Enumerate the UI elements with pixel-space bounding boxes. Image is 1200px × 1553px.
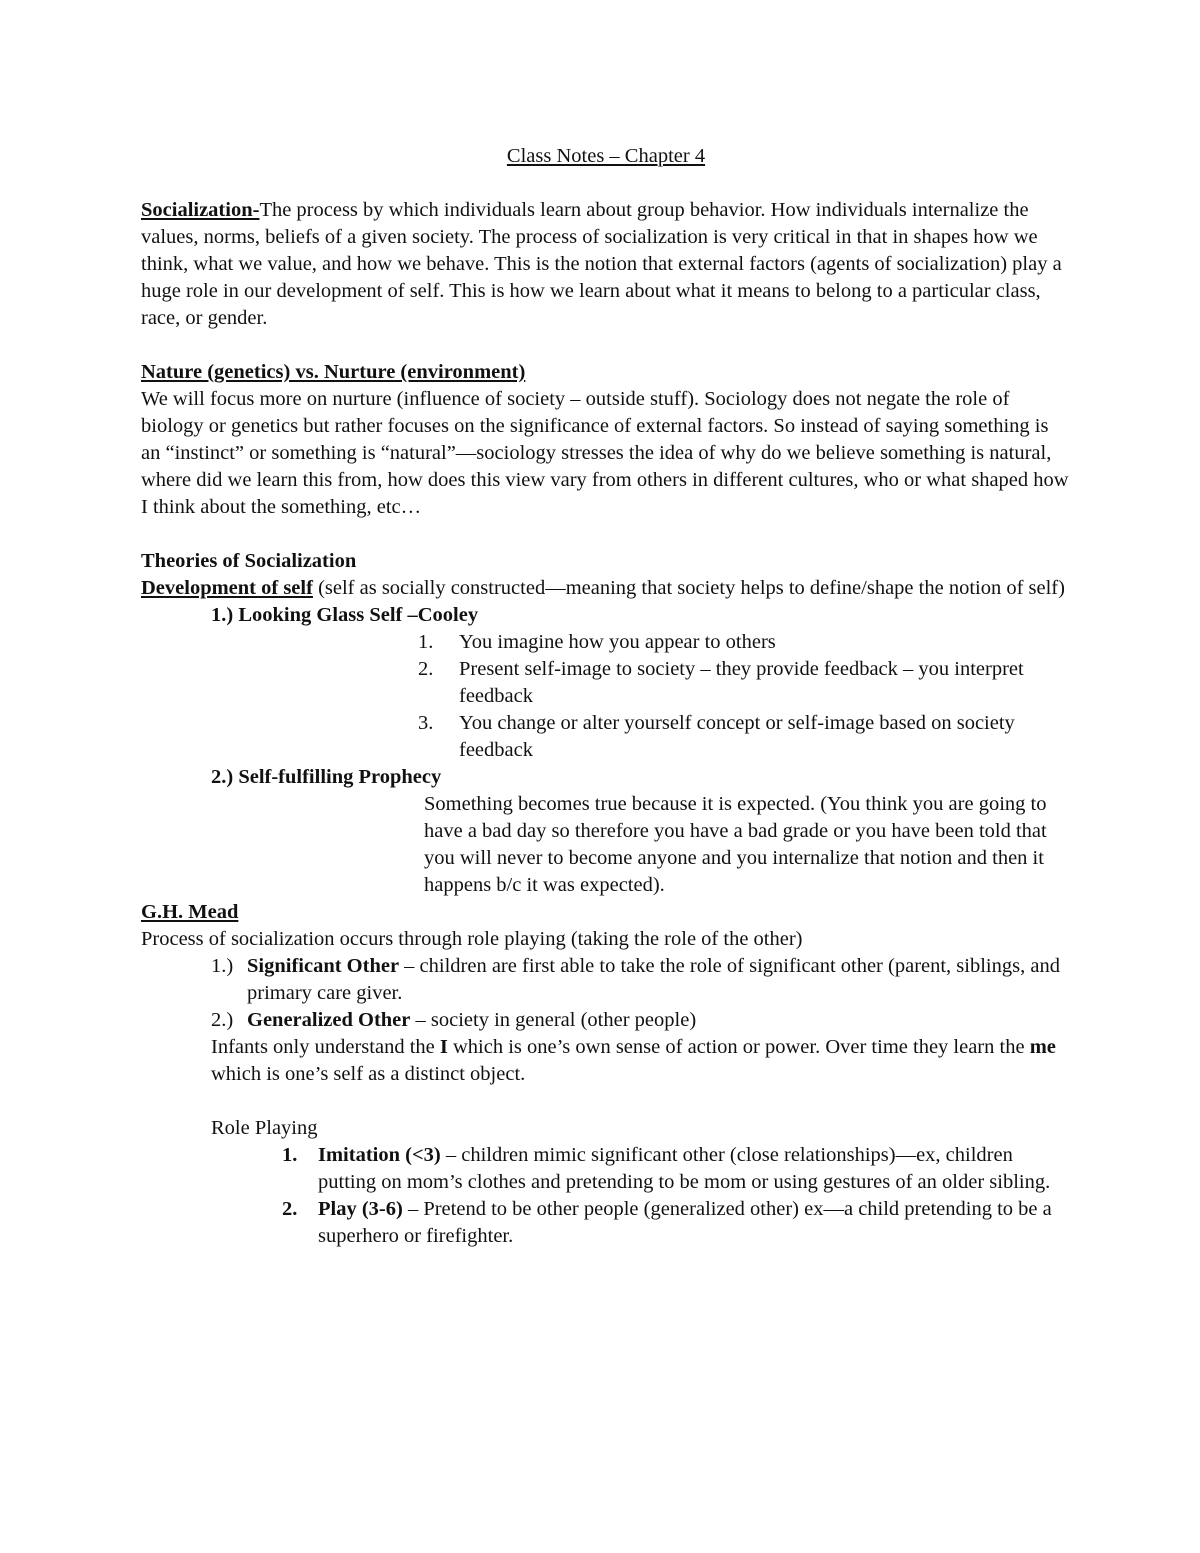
- list-item: [418, 656, 1071, 710]
- list-item-text: You imagine how you appear to others: [459, 631, 776, 653]
- list-item-number: 3.: [418, 712, 434, 734]
- significant-other-term: Significant Other: [247, 955, 400, 977]
- list-item: [282, 1196, 1071, 1250]
- mead-intro: Process of socialization occurs through role playing (taking the role of the other): [141, 928, 803, 950]
- prophecy-paragraph: Something becomes true because it is expected. (You think you are going to have a bad day so therefore you have a bad grade or you have been told that you will never to become anyone and you internalize that notion and then it happens b/c it was expected).: [424, 793, 1047, 896]
- socialization-term: Socialization-: [141, 199, 260, 221]
- theories-heading: Theories of Socialization: [141, 550, 357, 572]
- document-body: [141, 143, 1071, 1250]
- looking-glass-list: [418, 629, 1071, 764]
- development-term: Development of self: [141, 577, 313, 599]
- i-term: I: [439, 1036, 448, 1058]
- play-term: Play (3-6): [318, 1198, 403, 1220]
- development-text: (self as socially constructed—meaning that society helps to define/shape the notion of self): [312, 577, 1065, 599]
- mead-list: [211, 953, 1071, 1088]
- infants-paragraph: Infants only understand the I which is one’s own sense of action or power. Over time they learn the me which is one’s self as a distinct object.: [211, 1036, 1056, 1085]
- list-item-text: You change or alter yourself concept or self-image based on society feedback: [459, 712, 1015, 761]
- role-playing-heading: Role Playing: [211, 1117, 318, 1139]
- list-item-number: 1.): [211, 955, 234, 977]
- list-item: [418, 629, 1071, 656]
- list-item-number: 1.: [282, 1144, 298, 1166]
- development-paragraph: [141, 575, 1071, 602]
- list-item: [282, 1142, 1071, 1196]
- list-item-number: 2.: [418, 658, 434, 680]
- prophecy-heading: 2.) Self-fulfilling Prophecy: [211, 766, 442, 788]
- nature-heading: Nature (genetics) vs. Nurture (environment): [141, 361, 526, 383]
- role-playing-list: [282, 1142, 1071, 1250]
- looking-glass-heading: 1.) Looking Glass Self –Cooley: [211, 604, 479, 626]
- page-title: Class Notes – Chapter 4: [506, 145, 706, 167]
- mead-heading: G.H. Mead: [141, 901, 239, 923]
- list-item-text: Generalized Other – society in general (other people): [247, 1009, 697, 1031]
- list-item: [211, 953, 1071, 1007]
- list-item-text: Play (3-6) – Pretend to be other people (generalized other) ex—a child pretending to be a superhero or firefighter.: [318, 1198, 1052, 1247]
- me-term: me: [1029, 1036, 1056, 1058]
- socialization-text: The process by which individuals learn about group behavior. How individuals internalize the values, norms, beliefs of a given society. The process of socialization is very critical in that in shapes how we think, what we value, and how we behave. This is the notion that external factors (agents of socialization) play a huge role in our development of self. This is how we learn about what it means to belong to a particular class, race, or gender.: [141, 199, 1062, 329]
- socialization-paragraph: [141, 197, 1071, 332]
- imitation-term: Imitation (<3): [318, 1144, 441, 1166]
- generalized-other-term: Generalized Other: [247, 1009, 411, 1031]
- list-item-number: 1.: [418, 631, 434, 653]
- list-item-number: 2.): [211, 1009, 234, 1031]
- list-item-number: 2.: [282, 1198, 298, 1220]
- nature-paragraph: We will focus more on nurture (influence of society – outside stuff). Sociology does not negate the role of biology or genetics but rather focuses on the significance of external factors. So instead of saying something is an “instinct” or something is “natural”—sociology stresses the idea of why do we believe something is natural, where did we learn this from, how does this view vary from others in different cultures, who or what shaped how I think about the something, etc…: [141, 388, 1069, 518]
- list-item: [211, 1007, 1071, 1034]
- list-item-text: Imitation (<3) – children mimic significant other (close relationships)—ex, children putting on mom’s clothes and pretending to be mom or using gestures of an older sibling.: [318, 1144, 1051, 1193]
- list-item-text: Present self-image to society – they provide feedback – you interpret feedback: [459, 658, 1024, 707]
- list-item: [418, 710, 1071, 764]
- list-item-text: Significant Other – children are first able to take the role of significant other (parent, siblings, and primary care giver.: [247, 955, 1060, 1004]
